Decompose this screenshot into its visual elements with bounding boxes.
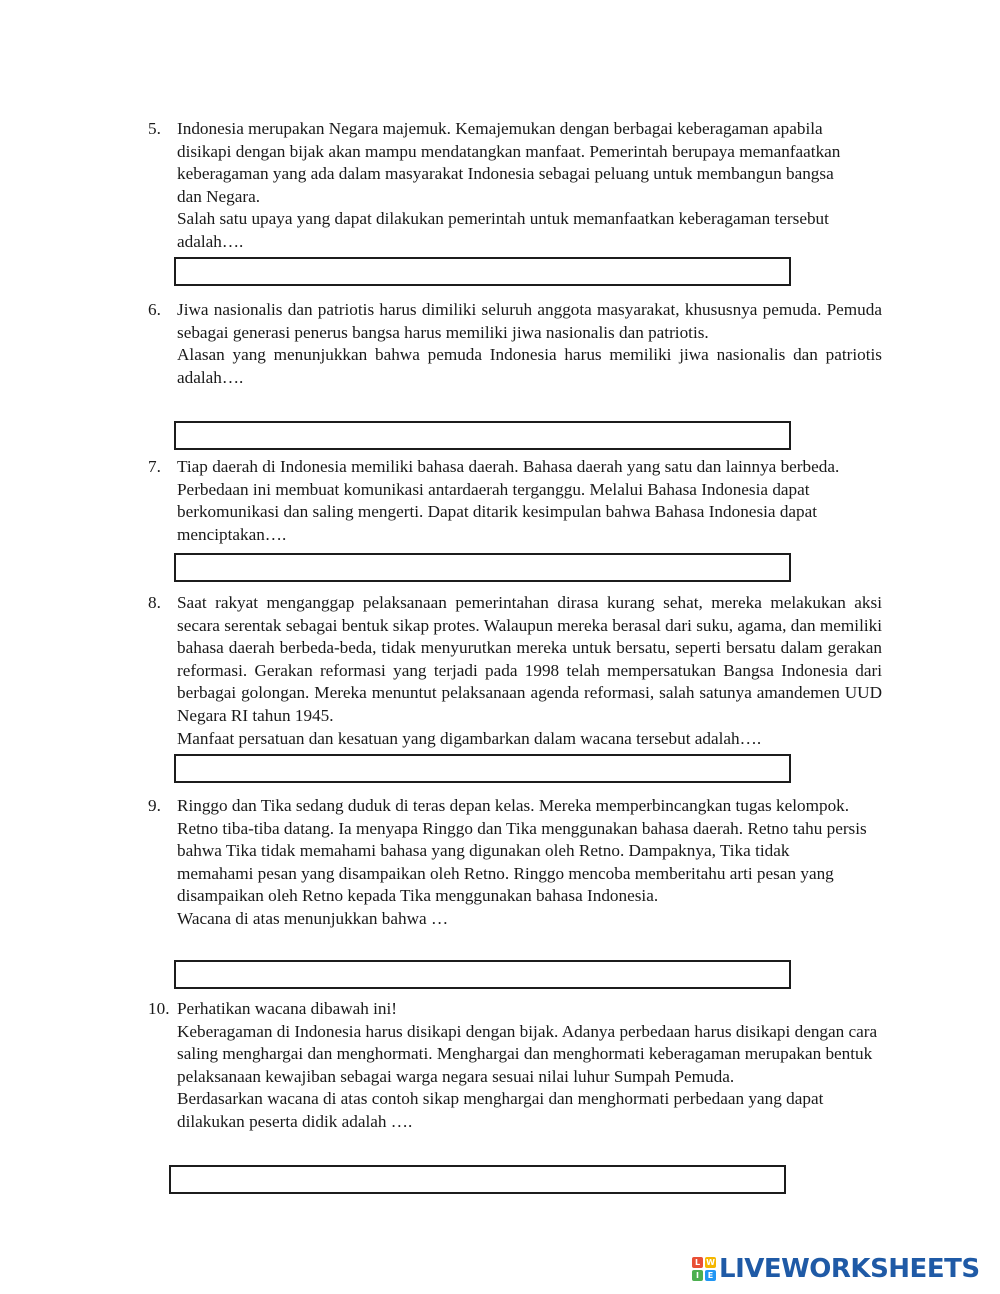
- question-text: Indonesia merupakan Negara majemuk. Kemajemukan dengan berbagai keberagaman apabila disikapi dengan bijak akan mampu mendatangkan manfaat. Pemerintah berupaya memanfaatkan keberagaman yang ada dalam masyarakat Indonesia sebagai peluang untuk membangun bangsa dan Negara.: [177, 119, 841, 206]
- logo-text: LIVEWORKSHEETS: [719, 1254, 980, 1284]
- question-text: Keberagaman di Indonesia harus disikapi dengan bijak. Adanya perbedaan harus disikapi dengan cara saling menghargai dan menghormati. Menghargai dan menghormati keberagaman merupakan bentuk pelaksanaan kewajiban sebagai warga negara sesuai nilai luhur Sumpah Pemuda.: [177, 1021, 878, 1086]
- question-number: 7.: [148, 457, 161, 476]
- question-number: 9.: [148, 796, 161, 815]
- liveworksheets-icon: [692, 1257, 716, 1281]
- question-9: [148, 795, 868, 931]
- question-text: Tiap daerah di Indonesia memiliki bahasa daerah. Bahasa daerah yang satu dan lainnya berbeda. Perbedaan ini membuat komunikasi antardaerah terganggu. Melalui Bahasa Indonesia dapat berkomunikasi dan saling mengerti. Dapat ditarik kesimpulan bahwa Bahasa Indonesia dapat menciptakan….: [177, 457, 840, 544]
- question-number: 5.: [148, 119, 161, 138]
- question-8: [148, 592, 882, 750]
- answer-input-10[interactable]: [169, 1165, 786, 1194]
- logo-tile: E: [705, 1270, 716, 1281]
- question-5: [148, 118, 856, 254]
- answer-input-8[interactable]: [174, 754, 791, 783]
- answer-input-6[interactable]: [174, 421, 791, 450]
- answer-input-9[interactable]: [174, 960, 791, 989]
- question-prompt: Manfaat persatuan dan kesatuan yang digambarkan dalam wacana tersebut adalah….: [177, 728, 762, 748]
- liveworksheets-logo: [692, 1254, 980, 1284]
- question-intro: Perhatikan wacana dibawah ini!: [177, 999, 398, 1018]
- question-7: [148, 456, 868, 546]
- logo-tile: W: [706, 1258, 715, 1267]
- question-prompt: Berdasarkan wacana di atas contoh sikap menghargai dan menghormati perbedaan yang dapat dilakukan peserta didik adalah ….: [177, 1089, 824, 1131]
- question-number: 8.: [148, 593, 161, 612]
- question-prompt: Wacana di atas menunjukkan bahwa …: [177, 908, 449, 928]
- question-6: [148, 299, 882, 389]
- question-10: [148, 998, 878, 1134]
- question-prompt: Alasan yang menunjukkan bahwa pemuda Indonesia harus memiliki jiwa nasionalis dan patriotis adalah….: [177, 345, 882, 387]
- answer-input-7[interactable]: [174, 553, 791, 582]
- question-text: Saat rakyat menganggap pelaksanaan pemerintahan dirasa kurang sehat, mereka melakukan aksi secara serentak sebagai bentuk sikap protes. Walaupun mereka berasal dari suku, agama, dan memiliki bahasa daerah berbeda-beda, tidak menyurutkan mereka untuk bersatu, seperti bersatu dalam gerakan reformasi. Gerakan reformasi yang terjadi pada 1998 telah mempersatukan Bangsa Indonesia dari berbagai golongan. Mereka menuntut pelaksanaan agenda reformasi, salah satunya amandemen UUD Negara RI tahun 1945.: [177, 593, 882, 725]
- question-text: Ringgo dan Tika sedang duduk di teras depan kelas. Mereka memperbincangkan tugas kelompok. Retno tiba-tiba datang. Ia menyapa Ringgo dan Tika menggunakan bahasa daerah. Retno tahu persis bahwa Tika tidak memahami bahasa yang digunakan oleh Retno. Dampaknya, Tika tidak memahami pesan yang disampaikan oleh Retno. Ringgo mencoba memberitahu arti pesan yang disampaikan oleh Retno kepada Tika menggunakan bahasa Indonesia.: [177, 796, 867, 906]
- logo-tile: I: [692, 1270, 703, 1281]
- question-prompt: Salah satu upaya yang dapat dilakukan pemerintah untuk memanfaatkan keberagaman tersebut adalah….: [177, 209, 829, 251]
- question-number: 10.: [148, 999, 170, 1018]
- question-number: 6.: [148, 300, 161, 319]
- question-text: Jiwa nasionalis dan patriotis harus dimiliki seluruh anggota masyarakat, khususnya pemuda. Pemuda sebagai generasi penerus bangsa harus memiliki jiwa nasionalis dan patriotis.: [177, 300, 882, 342]
- answer-input-5[interactable]: [174, 257, 791, 286]
- logo-tile: L: [692, 1257, 703, 1268]
